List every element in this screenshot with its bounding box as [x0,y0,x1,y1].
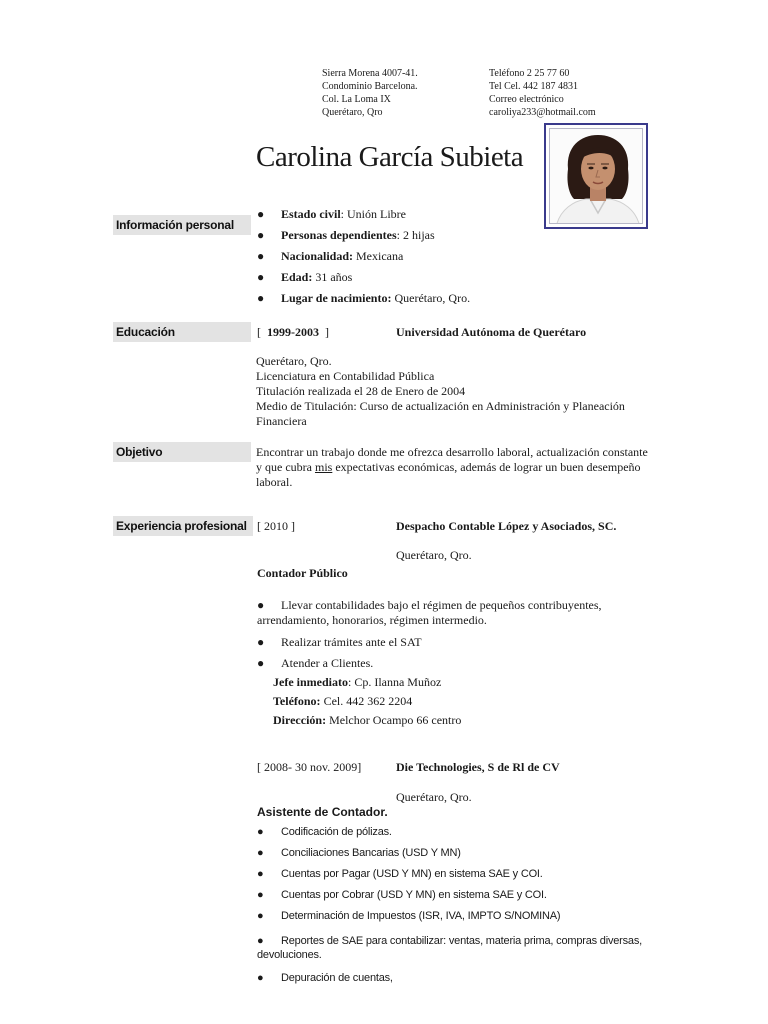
cell-line: Tel Cel. 442 187 4831 [489,81,579,92]
item-key: Estado civil [281,207,341,221]
list-item [257,909,560,930]
education-line: Medio de Titulación: Curso de actualización en Administración y Planeación [256,399,625,413]
duty-text: Llevar contabilidades bajo el régimen de pequeños contribuyentes, [281,598,602,612]
candidate-name: Carolina García Subieta [256,141,524,173]
list-item [257,934,642,948]
photo-area [549,128,643,224]
duty-text: Depuración de cuentas, [281,972,393,984]
item-key: Edad: [281,270,313,284]
job1-company: Despacho Contable López y Asociados, SC. [396,519,617,533]
education-line: Licenciatura en Contabilidad Pública [256,369,435,383]
education-period [257,324,329,340]
job1-title: Contador Público [257,566,348,580]
item-key: Personas dependientes [281,228,397,242]
email-address[interactable]: caroliya233@hotmail.com [489,107,596,118]
address-block [322,67,418,119]
list-item [257,825,560,846]
profile-photo [544,123,648,229]
period-years: 1999-2003 [267,325,319,339]
objective-line [256,460,648,475]
item-key: Lugar de nacimiento: [281,291,392,305]
bullet-icon: ● [257,270,265,284]
address-line: Col. La Loma IX [322,94,391,105]
section-label-objective: Objetivo [113,442,251,462]
phone-label: Teléfono: [273,694,321,708]
objective-line: laboral. [256,475,293,489]
list-item [257,269,470,290]
objective-line: Encontrar un trabajo donde me ofrezca desarrollo laboral, actualización constante [256,445,648,459]
bullet-icon: ● [257,656,265,670]
address-value: Melchor Ocampo 66 centro [326,713,462,727]
bullet-icon: ● [257,910,264,922]
bracket-close: ] [325,325,329,339]
job1-duty-2 [257,634,422,650]
job2-duty-7 [257,971,393,985]
address-line: Sierra Morena 4007-41. [322,68,418,79]
bullet-icon: ● [257,868,264,880]
portrait-image [550,129,643,224]
bullet-icon: ● [257,635,265,649]
item-value: Unión Libre [344,207,407,221]
job1-boss [273,674,441,690]
bullet-icon: ● [257,972,264,984]
job2-duties [257,825,560,930]
item-value: 31 años [312,270,353,284]
duty-text-continued: devoluciones. [257,949,322,961]
item-sep: : [340,207,345,221]
boss-value: : Cp. Ilanna Muñoz [347,675,442,689]
bullet-icon: ● [257,249,265,263]
job2-duty-6 [257,934,642,962]
email-label: Correo electrónico [489,94,564,105]
list-item [257,867,560,888]
objective-text-part: y que cubra [256,460,315,474]
education-line: Titulación realizada el 28 de Enero de 2004 [256,384,466,398]
list-item [257,888,560,909]
section-label-education: Educación [113,322,251,342]
bullet-icon: ● [257,826,264,838]
education-line: Financiera [256,414,307,428]
duty-text: Atender a Clientes. [281,656,374,670]
boss-label: Jefe inmediato [273,675,348,689]
education-line: Querétaro, Qro. [256,354,332,368]
duty-text: Codificación de pólizas. [281,826,392,838]
address-line: Condominio Barcelona. [322,81,418,92]
duty-text-continued: arrendamiento, honorarios, régimen intermedio. [257,613,487,627]
job1-city: Querétaro, Qro. [396,548,472,562]
item-sep: : [396,228,401,242]
list-item [257,290,470,311]
personal-info-list [257,206,470,311]
item-value: Querétaro, Qro. [391,291,471,305]
bullet-icon: ● [257,889,264,901]
list-item [257,227,470,248]
objective-text [256,445,648,490]
education-details [256,354,676,429]
item-key: Nacionalidad: [281,249,354,263]
phone-block [489,67,596,119]
duty-text: Realizar trámites ante el SAT [281,635,422,649]
education-institution: Universidad Autónoma de Querétaro [396,325,587,339]
job2-city: Querétaro, Qro. [396,790,472,804]
job1-duty-1 [257,598,602,628]
job2-title: Asistente de Contador. [257,805,388,819]
job2-company: Die Technologies, S de Rl de CV [396,760,560,774]
duty-text: Cuentas por Cobrar (USD Y MN) en sistema SAE y COI. [281,889,547,901]
job1-address [273,712,461,728]
list-item [257,248,470,269]
job1-duty-3 [257,655,373,671]
item-value: Mexicana [353,249,404,263]
objective-underlined-word: mis [314,460,333,474]
bullet-icon: ● [257,847,264,859]
job1-phone [273,693,412,709]
phone-value: Cel. 442 362 2204 [320,694,413,708]
list-item [257,846,560,867]
bullet-icon: ● [257,207,265,221]
duty-text: Reportes de SAE para contabilizar: ventas, materia prima, compras diversas, [281,935,642,947]
bracket-open: [ [257,325,261,339]
list-item [257,598,602,613]
section-label-personal: Información personal [113,215,251,235]
phone-line: Teléfono 2 25 77 60 [489,68,570,79]
job1-period: [ 2010 ] [257,519,295,533]
job2-period: [ 2008- 30 nov. 2009] [257,760,362,774]
item-value: 2 hijas [400,228,435,242]
duty-text: Conciliaciones Bancarias (USD Y MN) [281,847,461,859]
objective-text-part: expectativas económicas, además de lograr un buen desempeño [332,460,641,474]
bullet-icon: ● [257,291,265,305]
duty-text: Cuentas por Pagar (USD Y MN) en sistema SAE y COI. [281,868,543,880]
bullet-icon: ● [257,935,264,947]
address-line: Querétaro, Qro [322,107,383,118]
duty-text: Determinación de Impuestos (ISR, IVA, IMPTO S/NOMINA) [281,910,561,922]
bullet-icon: ● [257,228,265,242]
list-item [257,206,470,227]
section-label-experience: Experiencia profesional [113,516,253,536]
bullet-icon: ● [257,598,265,612]
address-label: Dirección: [273,713,327,727]
